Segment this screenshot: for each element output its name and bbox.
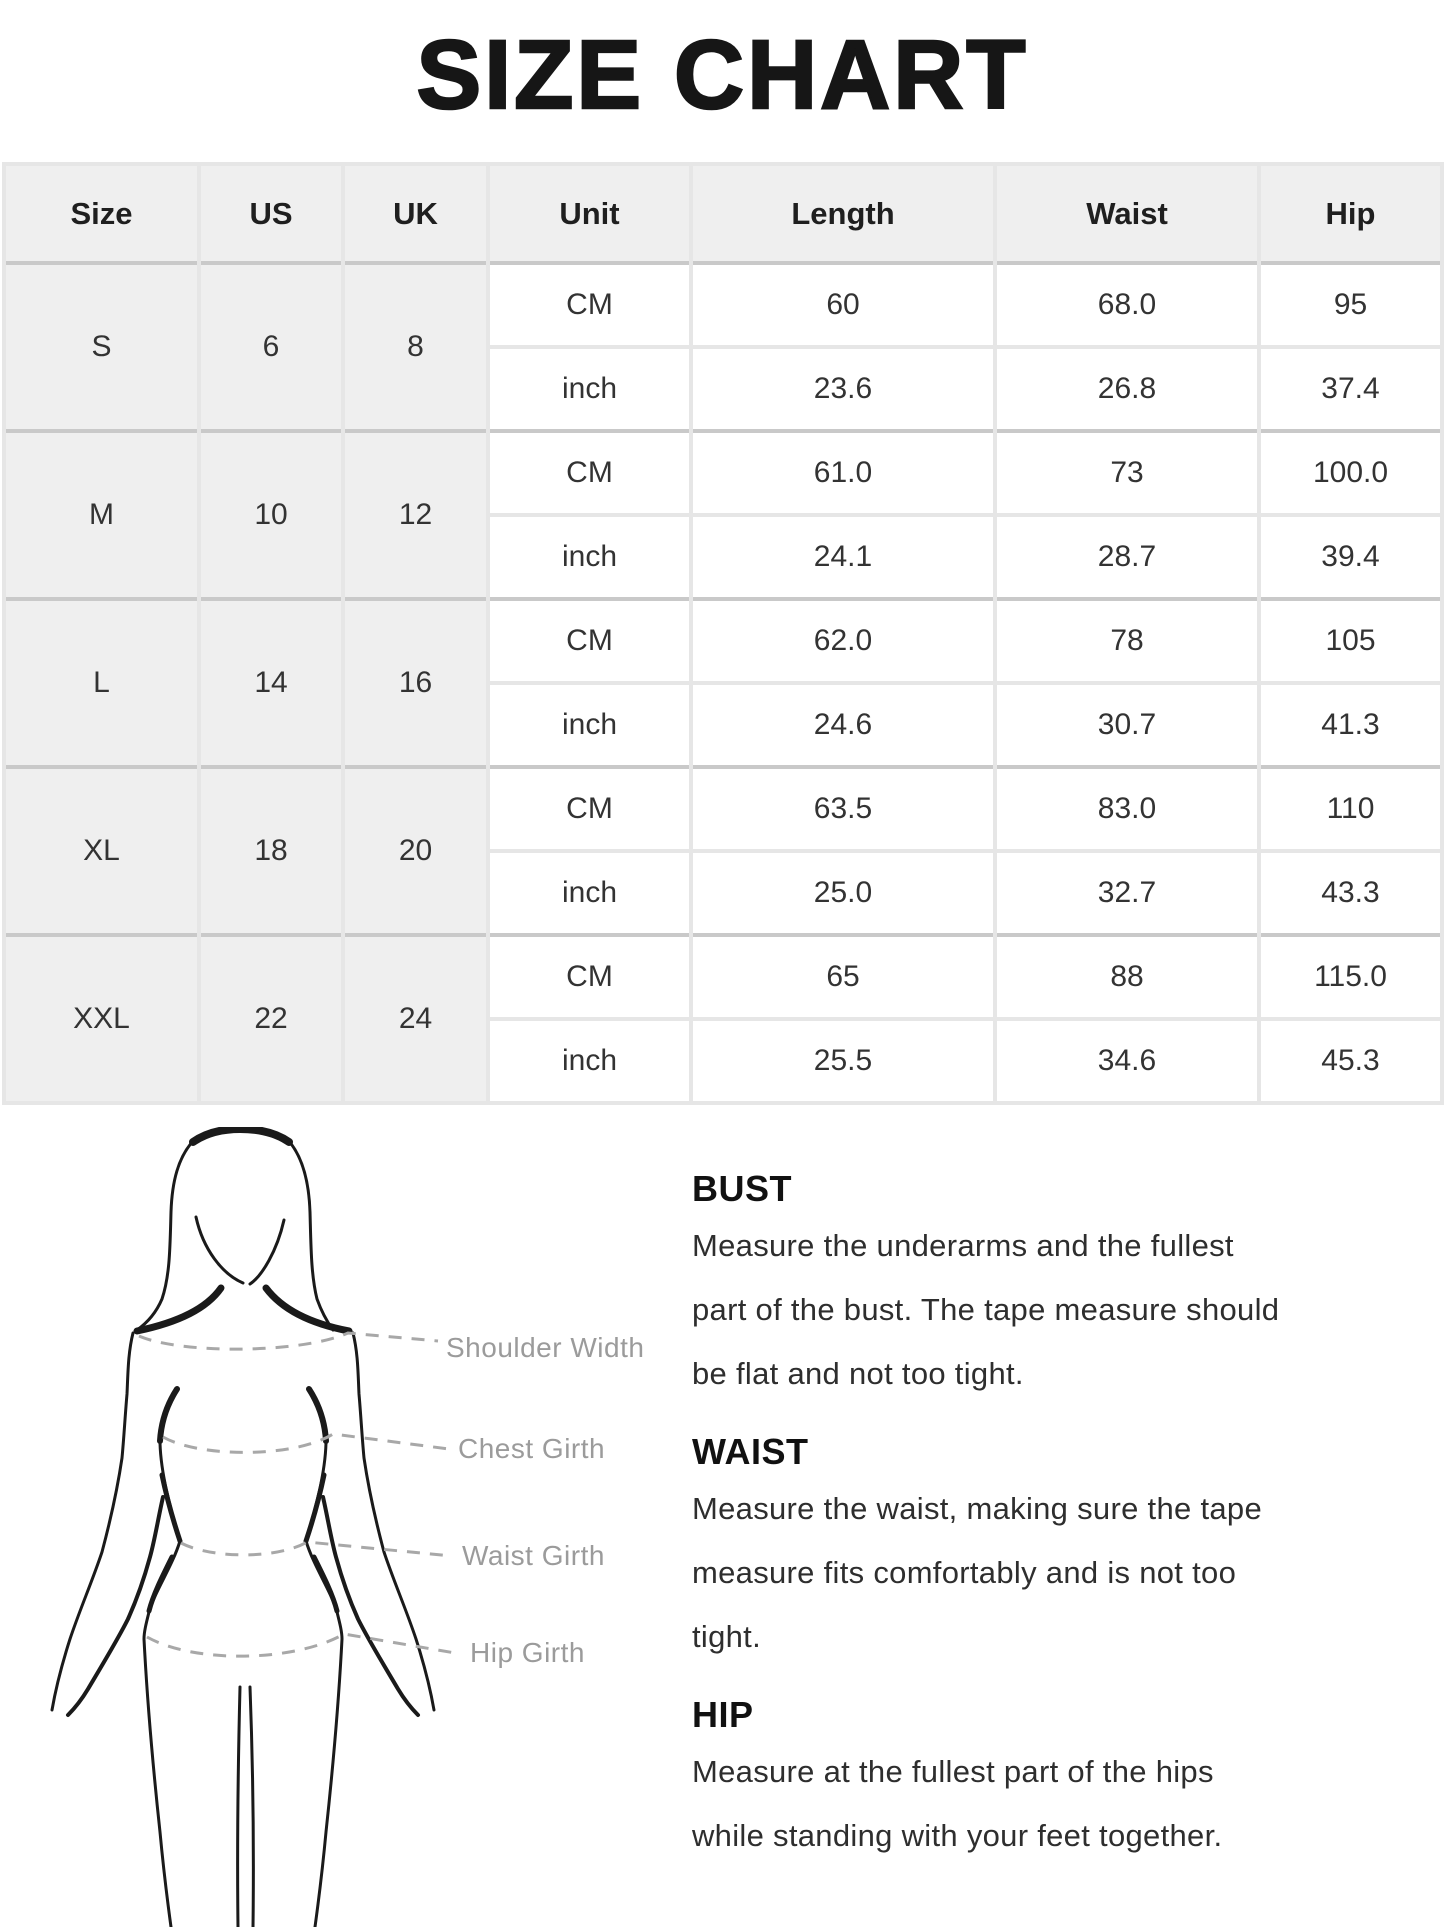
instruction-heading: WAIST xyxy=(692,1431,809,1472)
value-cell: 39.4 xyxy=(1261,517,1440,597)
value-cell: 26.8 xyxy=(997,349,1257,429)
value-cell: 32.7 xyxy=(997,853,1257,933)
value-cell: 100.0 xyxy=(1261,433,1440,513)
column-header-unit: Unit xyxy=(490,166,689,261)
value-cell: 88 xyxy=(997,937,1257,1017)
value-cell: 105 xyxy=(1261,601,1440,681)
value-cell: 25.0 xyxy=(693,853,993,933)
value-cell: 41.3 xyxy=(1261,685,1440,765)
instruction-line: Measure the waist, making sure the tape xyxy=(692,1491,1262,1526)
table-header-row xyxy=(6,166,1440,261)
value-cell: 115.0 xyxy=(1261,937,1440,1017)
torso-left-line xyxy=(144,1389,180,1927)
instruction-line: part of the bust. The tape measure should xyxy=(692,1292,1280,1327)
value-cell: 62.0 xyxy=(693,601,993,681)
value-cell: 95 xyxy=(1261,265,1440,345)
column-header-uk: UK xyxy=(345,166,486,261)
value-cell: 43.3 xyxy=(1261,853,1440,933)
value-cell: 83.0 xyxy=(997,769,1257,849)
us-cell: 6 xyxy=(201,265,341,429)
unit-cell: CM xyxy=(490,601,689,681)
size-cell: XL xyxy=(6,769,197,933)
unit-cell: inch xyxy=(490,517,689,597)
measuring-instructions xyxy=(692,1168,1432,1893)
column-header-length: Length xyxy=(693,166,993,261)
hip-left-accent xyxy=(149,1557,172,1611)
uk-cell: 16 xyxy=(345,601,486,765)
size-cell: M xyxy=(6,433,197,597)
unit-cell: CM xyxy=(490,937,689,1017)
unit-cell: inch xyxy=(490,349,689,429)
value-cell: 34.6 xyxy=(997,1021,1257,1101)
value-cell: 28.7 xyxy=(997,517,1257,597)
instruction-hip xyxy=(692,1694,1432,1868)
table-row-l-cm xyxy=(6,601,1440,681)
figure-label-waist-girth: Waist Girth xyxy=(462,1540,605,1571)
arm-outer-left-line xyxy=(52,1333,133,1710)
us-cell: 10 xyxy=(201,433,341,597)
female-silhouette-diagram xyxy=(0,1127,660,1927)
shoulder-left-line xyxy=(137,1288,221,1331)
column-header-waist: Waist xyxy=(997,166,1257,261)
torso-right-line xyxy=(306,1389,342,1927)
leg-inner-right-line xyxy=(250,1687,253,1927)
shoulder-right-line xyxy=(266,1288,349,1331)
page-title: SIZE CHART xyxy=(416,20,1029,129)
leg-inner-left-line xyxy=(238,1687,240,1927)
unit-cell: CM xyxy=(490,433,689,513)
figure-label-chest-girth: Chest Girth xyxy=(458,1433,606,1464)
us-cell: 14 xyxy=(201,601,341,765)
value-cell: 30.7 xyxy=(997,685,1257,765)
size-cell: L xyxy=(6,601,197,765)
table-row-xxl-cm xyxy=(6,937,1440,1017)
bust-left-accent xyxy=(160,1389,177,1441)
figure-label-hip-girth: Hip Girth xyxy=(470,1637,585,1668)
hair-top-line xyxy=(193,1129,289,1142)
instruction-line: tight. xyxy=(692,1619,762,1654)
unit-cell: inch xyxy=(490,853,689,933)
uk-cell: 12 xyxy=(345,433,486,597)
us-cell: 22 xyxy=(201,937,341,1101)
table-row-s-cm xyxy=(6,265,1440,345)
value-cell: 60 xyxy=(693,265,993,345)
value-cell: 23.6 xyxy=(693,349,993,429)
instruction-line: Measure the underarms and the fullest xyxy=(692,1228,1234,1263)
hair-right-line xyxy=(288,1140,333,1330)
instruction-line: measure fits comfortably and is not too xyxy=(692,1555,1237,1590)
instruction-line: be flat and not too tight. xyxy=(692,1356,1024,1391)
uk-cell: 8 xyxy=(345,265,486,429)
size-chart-table xyxy=(2,162,1444,1105)
value-cell: 24.6 xyxy=(693,685,993,765)
value-cell: 78 xyxy=(997,601,1257,681)
value-cell: 61.0 xyxy=(693,433,993,513)
waist-left-accent xyxy=(162,1475,180,1541)
instruction-line: Measure at the fullest part of the hips xyxy=(692,1754,1214,1789)
value-cell: 45.3 xyxy=(1261,1021,1440,1101)
figure-label-shoulder-width: Shoulder Width xyxy=(446,1332,645,1363)
uk-cell: 24 xyxy=(345,937,486,1101)
instruction-heading: HIP xyxy=(692,1694,754,1735)
hair-left-line xyxy=(137,1140,194,1330)
table-row-xl-cm xyxy=(6,769,1440,849)
face-right-line xyxy=(250,1220,284,1284)
uk-cell: 20 xyxy=(345,769,486,933)
hip-right-accent xyxy=(314,1557,337,1611)
waist-dash-line xyxy=(181,1542,452,1556)
body-measurement-figure xyxy=(0,1127,660,1927)
instruction-line: while standing with your feet together. xyxy=(692,1818,1223,1853)
value-cell: 37.4 xyxy=(1261,349,1440,429)
column-header-us: US xyxy=(201,166,341,261)
size-cell: XXL xyxy=(6,937,197,1101)
column-header-size: Size xyxy=(6,166,197,261)
unit-cell: inch xyxy=(490,1021,689,1101)
value-cell: 25.5 xyxy=(693,1021,993,1101)
bust-right-accent xyxy=(309,1389,326,1441)
chest-dash-line xyxy=(163,1434,449,1452)
us-cell: 18 xyxy=(201,769,341,933)
face-left-line xyxy=(196,1217,243,1283)
unit-cell: CM xyxy=(490,769,689,849)
value-cell: 24.1 xyxy=(693,517,993,597)
size-cell: S xyxy=(6,265,197,429)
instruction-waist xyxy=(692,1431,1432,1669)
instruction-bust xyxy=(692,1168,1432,1406)
instruction-heading: BUST xyxy=(692,1168,792,1209)
column-header-hip: Hip xyxy=(1261,166,1440,261)
value-cell: 110 xyxy=(1261,769,1440,849)
arm-outer-right-line xyxy=(353,1333,434,1710)
value-cell: 73 xyxy=(997,433,1257,513)
value-cell: 65 xyxy=(693,937,993,1017)
value-cell: 63.5 xyxy=(693,769,993,849)
value-cell: 68.0 xyxy=(997,265,1257,345)
unit-cell: inch xyxy=(490,685,689,765)
waist-right-accent xyxy=(306,1475,324,1541)
unit-cell: CM xyxy=(490,265,689,345)
table-row-m-cm xyxy=(6,433,1440,513)
shoulder-dash-line xyxy=(139,1333,438,1349)
